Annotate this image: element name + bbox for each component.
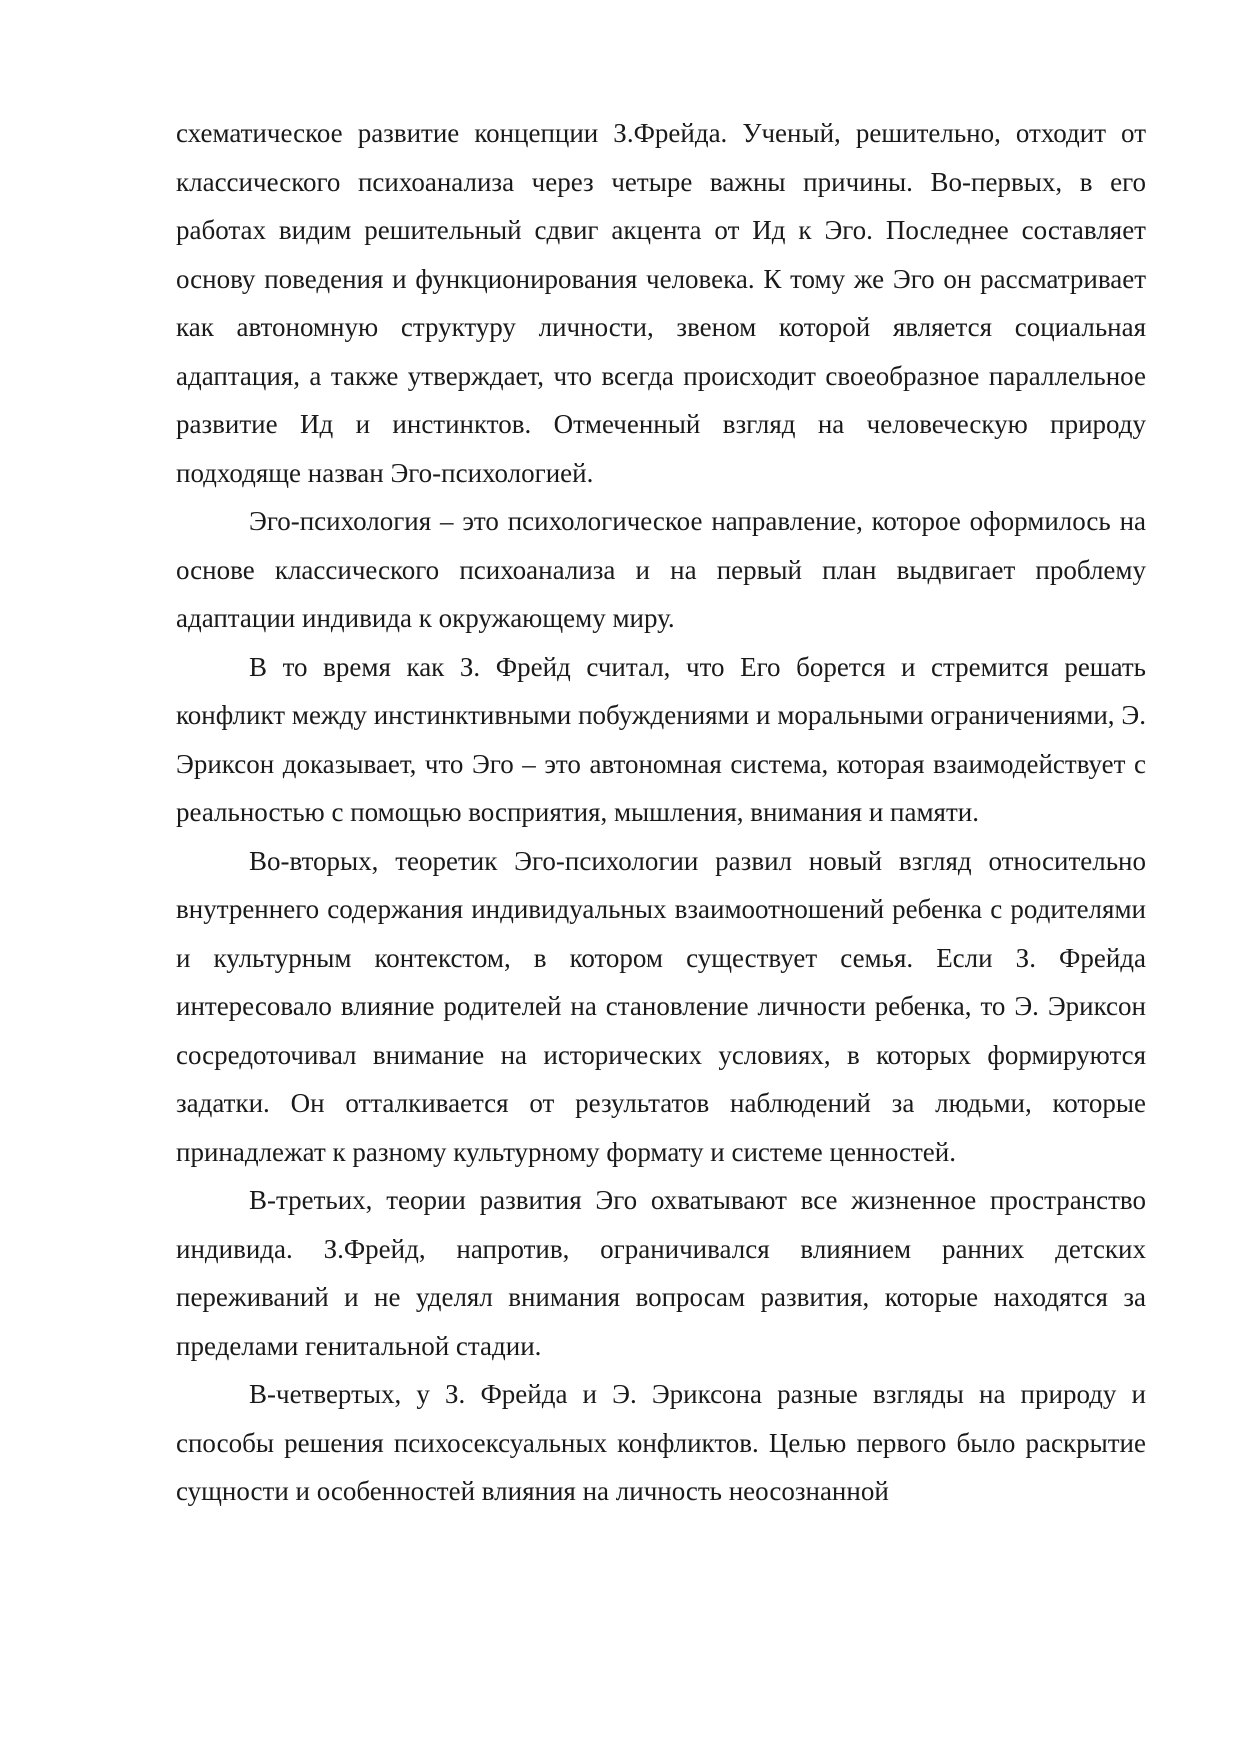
paragraph-continuation: схематическое развитие концепции З.Фрейда. Ученый, решительно, отходит от классического психоанализа через четыре важны причины. Во-первых, в его работах видим решительный сдвиг акцента от Ид к Эго. Последнее составляет основу поведения и функционирования человека. К тому же Эго он рассматривает как автономную структуру личности, звеном которой является социальная адаптация, а также утверждает, что всегда происходит своеобразное параллельное развитие Ид и инстинктов. Отмеченный взгляд на человеческую природу подходяще назван Эго-психологией. [176,118,1146,488]
paragraph-freud-vs-erikson: В то время как З. Фрейд считал, что Его борется и стремится решать конфликт между инстинктивными побуждениями и моральными ограничениями, Э. Эриксон доказывает, что Эго – это автономная система, которая взаимодействует с реальностью с помощью восприятия, мышления, внимания и памяти. [176,651,1146,827]
paragraph-second-reason: Во-вторых, теоретик Эго-психологии развил новый взгляд относительно внутреннего содержания индивидуальных взаимоотношений ребенка с родителями и культурным контекстом, в котором существует семья. Если З. Фрейда интересовало влияние родителей на становление личности ребенка, то Э. Эриксон сосредоточивал внимание на исторических условиях, в которых формируются задатки. Он отталкивается от результатов наблюдений за людьми, которые принадлежат к разному культурному формату и системе ценностей. [176,845,1146,1167]
document-body [176,109,1146,1516]
paragraph-third-reason: В-третьих, теории развития Эго охватывают все жизненное пространство индивида. З.Фрейд, напротив, ограничивался влиянием ранних детских переживаний и не уделял внимания вопросам развития, которые находятся за пределами генитальной стадии. [176,1185,1146,1361]
paragraph-ego-psychology-definition: Эго-психология – это психологическое направление, которое оформилось на основе классического психоанализа и на первый план выдвигает проблему адаптации индивида к окружающему миру. [176,506,1146,633]
paragraph-fourth-reason: В-четвертых, у З. Фрейда и Э. Эриксона разные взгляды на природу и способы решения психосексуальных конфликтов. Целью первого было раскрытие сущности и особенностей влияния на личность неосознанной [176,1379,1146,1506]
